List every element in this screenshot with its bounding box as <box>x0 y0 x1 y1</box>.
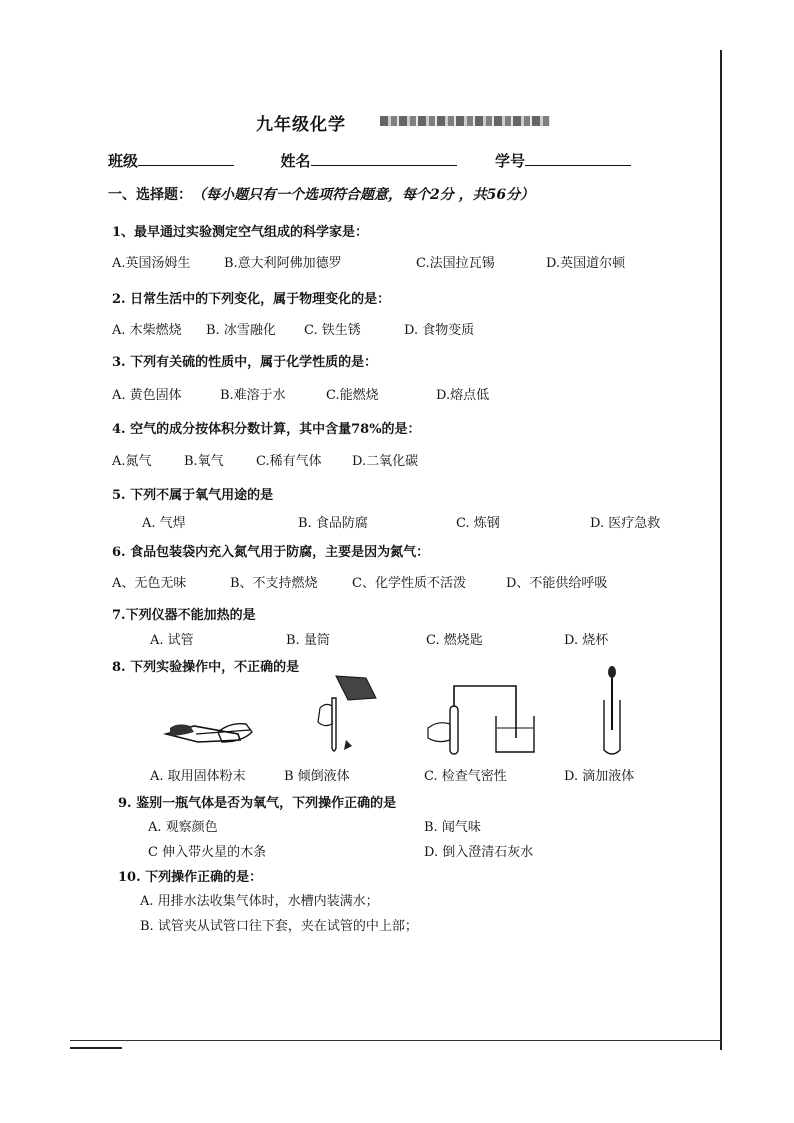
figure-pouring-liquid <box>300 668 380 758</box>
class-label: 班级 <box>108 152 139 170</box>
number-label: 学号 <box>494 152 525 170</box>
question-1-option-c[interactable]: C.法国拉瓦锡 <box>416 256 495 271</box>
question-2-option-d[interactable]: D. 食物变质 <box>404 323 475 338</box>
question-1-stem: 1、最早通过实验测定空气组成的科学家是： <box>112 225 369 240</box>
section-label: 一、选择题： <box>108 187 192 203</box>
hand <box>318 704 332 725</box>
question-9-option-c[interactable]: C 伸入带火星的木条 <box>148 845 267 860</box>
reagent-bottle <box>336 676 376 700</box>
question-4-option-d[interactable]: D.二氧化碳 <box>352 454 419 469</box>
page-edge-bottom <box>70 1040 722 1041</box>
question-4-option-a[interactable]: A.氮气 <box>112 454 152 469</box>
page-title: 九年级化学 <box>256 115 346 135</box>
question-1-option-b[interactable]: B.意大利阿佛加德罗 <box>224 256 342 271</box>
question-2-option-b[interactable]: B. 冰雪融化 <box>206 323 276 338</box>
figure-dropping-liquid <box>592 664 632 760</box>
class-field[interactable] <box>138 151 234 166</box>
figure-solid-powder <box>160 708 260 750</box>
page-edge-right <box>720 50 722 1050</box>
question-3-stem: 3. 下列有关硫的性质中，属于化学性质的是： <box>112 355 378 370</box>
question-8-option-a[interactable]: A. 取用固体粉末 <box>150 769 246 784</box>
question-6-option-c[interactable]: C、化学性质不活泼 <box>352 576 466 591</box>
figure-airtightness <box>420 680 540 760</box>
question-1-option-d[interactable]: D.英国道尔顿 <box>546 256 626 271</box>
question-3-option-b[interactable]: B.难溶于水 <box>220 388 286 403</box>
question-10-option-b[interactable]: B. 试管夹从试管口往下套，夹在试管的中上部； <box>140 919 418 934</box>
left-hand <box>170 724 194 736</box>
question-10-stem: 10. 下列操作正确的是： <box>118 870 263 885</box>
question-3-option-a[interactable]: A. 黄色固体 <box>112 388 182 403</box>
title-smudge <box>380 116 550 126</box>
delivery-tube <box>454 686 516 738</box>
question-8-option-c[interactable]: C. 检查气密性 <box>424 769 507 784</box>
question-7-option-d[interactable]: D. 烧杯 <box>564 633 609 648</box>
question-8-option-d[interactable]: D. 滴加液体 <box>564 769 635 784</box>
question-2-stem: 2. 日常生活中的下列变化，属于物理变化的是： <box>112 292 391 307</box>
question-5-option-c[interactable]: C. 炼钢 <box>456 516 500 531</box>
question-10-option-a[interactable]: A. 用排水法收集气体时，水槽内装满水； <box>140 894 379 909</box>
question-7-option-b[interactable]: B. 量筒 <box>286 633 330 648</box>
question-2-option-c[interactable]: C. 铁生锈 <box>304 323 361 338</box>
question-5-option-a[interactable]: A. 气焊 <box>142 516 186 531</box>
page-edge-mark <box>70 1047 122 1049</box>
question-4-option-b[interactable]: B.氧气 <box>184 454 224 469</box>
stopper <box>344 740 352 750</box>
question-5-option-d[interactable]: D. 医疗急救 <box>590 516 661 531</box>
question-9-option-d[interactable]: D. 倒入澄清石灰水 <box>424 845 534 860</box>
number-field[interactable] <box>525 151 631 166</box>
question-1-option-a[interactable]: A.英国汤姆生 <box>112 256 191 271</box>
beaker <box>496 716 534 752</box>
section-note: （每小题只有一个选项符合题意，每个2分 ，共56分） <box>192 187 535 203</box>
question-3-option-d[interactable]: D.熔点低 <box>436 388 490 403</box>
question-9-option-b[interactable]: B. 闻气味 <box>424 820 481 835</box>
section-heading <box>108 184 534 204</box>
question-4-option-c[interactable]: C.稀有气体 <box>256 454 322 469</box>
question-2-option-a[interactable]: A. 木柴燃烧 <box>112 323 182 338</box>
test-tube <box>332 698 336 751</box>
question-7-stem: 7.下列仪器不能加热的是 <box>112 608 256 623</box>
question-5-stem: 5. 下列不属于氧气用途的是 <box>112 488 274 503</box>
question-8-option-b[interactable]: B 倾倒液体 <box>284 769 350 784</box>
student-info-row <box>108 150 631 171</box>
question-6-option-b[interactable]: B、不支持燃烧 <box>230 576 318 591</box>
question-6-option-d[interactable]: D、不能供给呼吸 <box>506 576 608 591</box>
test-tube <box>450 706 458 754</box>
question-9-option-a[interactable]: A. 观察颜色 <box>148 820 218 835</box>
question-5-option-b[interactable]: B. 食品防腐 <box>298 516 368 531</box>
dropper-bulb <box>608 666 616 678</box>
question-4-stem: 4. 空气的成分按体积分数计算，其中含量78%的是： <box>112 422 421 437</box>
question-8-stem: 8. 下列实验操作中，不正确的是 <box>112 660 300 675</box>
question-7-option-c[interactable]: C. 燃烧匙 <box>426 633 483 648</box>
question-3-option-c[interactable]: C.能燃烧 <box>326 388 379 403</box>
question-9-stem: 9. 鉴别一瓶气体是否为氧气，下列操作正确的是 <box>118 796 397 811</box>
question-6-stem: 6. 食品包装袋内充入氮气用于防腐，主要是因为氮气： <box>112 545 430 560</box>
hand <box>428 723 450 742</box>
question-6-option-a[interactable]: A、无色无味 <box>112 576 187 591</box>
name-field[interactable] <box>311 151 457 166</box>
name-label: 姓名 <box>280 152 311 170</box>
question-7-option-a[interactable]: A. 试管 <box>150 633 194 648</box>
